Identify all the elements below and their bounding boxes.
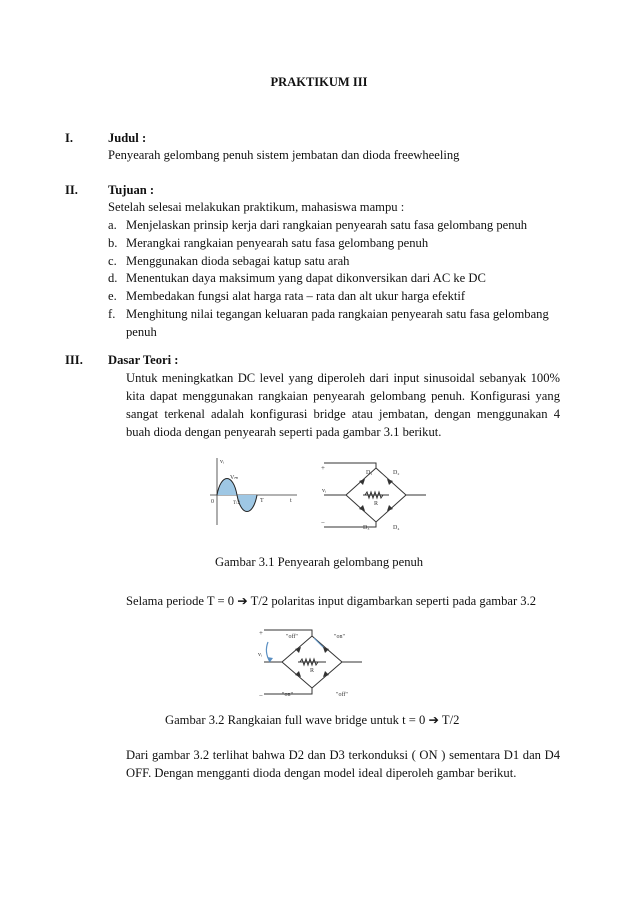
d1-label: D₁ [366,470,373,476]
section-3-number: III. [65,353,83,367]
paragraph-line: Selama periode T = 0 ➔ T/2 polaritas input digambarkan seperti pada gambar 3.2 [126,594,537,608]
paragraph-line: Dari gambar 3.2 terlihat bahwa D2 dan D3 terkonduksi ( ON ) sementara D1 dan D4 [126,748,560,762]
list-item-marker: d. [108,271,118,285]
wave-y-label: vᵢ [220,459,224,465]
list-item-marker: c. [108,254,117,268]
bridge-states-figure [256,622,368,702]
list-item-marker: e. [108,289,117,303]
vi-label: vᵢ [322,488,326,494]
section-2-number: II. [65,183,78,197]
list-item-marker: a. [108,218,117,232]
list-item-marker: b. [108,236,118,250]
wave-full-label: T [260,498,264,504]
list-item: Menggunakan dioda sebagai katup satu arah [126,254,350,268]
list-item-marker: f. [108,307,116,321]
page-title: PRAKTIKUM III [270,75,368,89]
list-item: Menjelaskan prinsip kerja dari rangkaian penyearah satu fasa gelombang penuh [126,218,528,232]
r-label: R [374,501,379,507]
paragraph-line: Untuk meningkatkan DC level yang diperoleh dari input sinusoidal sebanyak 100% [126,371,560,385]
wave-peak-label: Vₘ [230,475,239,481]
wave-t-label: t [290,498,292,504]
state-on-label: "on" [334,634,345,640]
vi-label: vᵢ [258,652,262,658]
state-off-label: "off" [336,692,348,698]
state-off-label: "off" [286,634,298,640]
d4-label: D₄ [393,525,400,531]
section-3-heading: Dasar Teori : [108,353,179,367]
figure-3-2-caption: Gambar 3.2 Rangkaian full wave bridge untuk t = 0 ➔ T/2 [165,713,460,727]
section-1-heading: Judul : [108,131,147,145]
section-2-heading: Tujuan : [108,183,155,197]
d2-label: D₂ [393,470,400,476]
list-item: Menghitung nilai tegangan keluaran pada rangkaian penyearah satu fasa gelombang [126,307,549,321]
paragraph-line: OFF. Dengan mengganti dioda dengan model ideal diperoleh gambar berikut. [126,766,517,780]
paragraph-line: kita dapat menggunakan rangkaian penyearah gelombang penuh. Konfigurasi yang [126,389,560,403]
paragraph-line: buah dioda dengan penyearah seperti pada gambar 3.1 berikut. [126,425,442,439]
state-on-label: "on" [282,692,293,698]
section-1-number: I. [65,131,74,145]
minus-label: − [259,692,263,700]
bridge-circuit-figure [318,455,434,535]
list-item-continuation: penuh [126,325,157,339]
list-item: Menentukan daya maksimum yang dapat dikonversikan dari AC ke DC [126,271,486,285]
section-2-intro: Setelah selesai melakukan praktikum, mahasiswa mampu : [108,200,405,214]
plus-label: + [321,464,325,472]
plus-label: + [259,629,263,637]
list-item: Membedakan fungsi alat harga rata – rata dan alt ukur harga efektif [126,289,466,303]
figure-3-1-caption: Gambar 3.1 Penyearah gelombang penuh [215,555,424,569]
d3-label: D₃ [363,525,370,531]
wave-zero-label: 0 [211,499,214,505]
wave-half-label: T/2 [233,501,240,506]
minus-label: − [321,519,325,527]
section-1-text: Penyearah gelombang penuh sistem jembatan dan dioda freewheeling [108,148,460,162]
r-label: R [310,668,315,674]
sine-wave-figure [205,455,300,527]
list-item: Merangkai rangkaian penyearah satu fasa gelombang penuh [126,236,429,250]
paragraph-line: sangat terkenal adalah konfigurasi bridge atau jembatan, dengan menggunakan 4 [126,407,560,421]
